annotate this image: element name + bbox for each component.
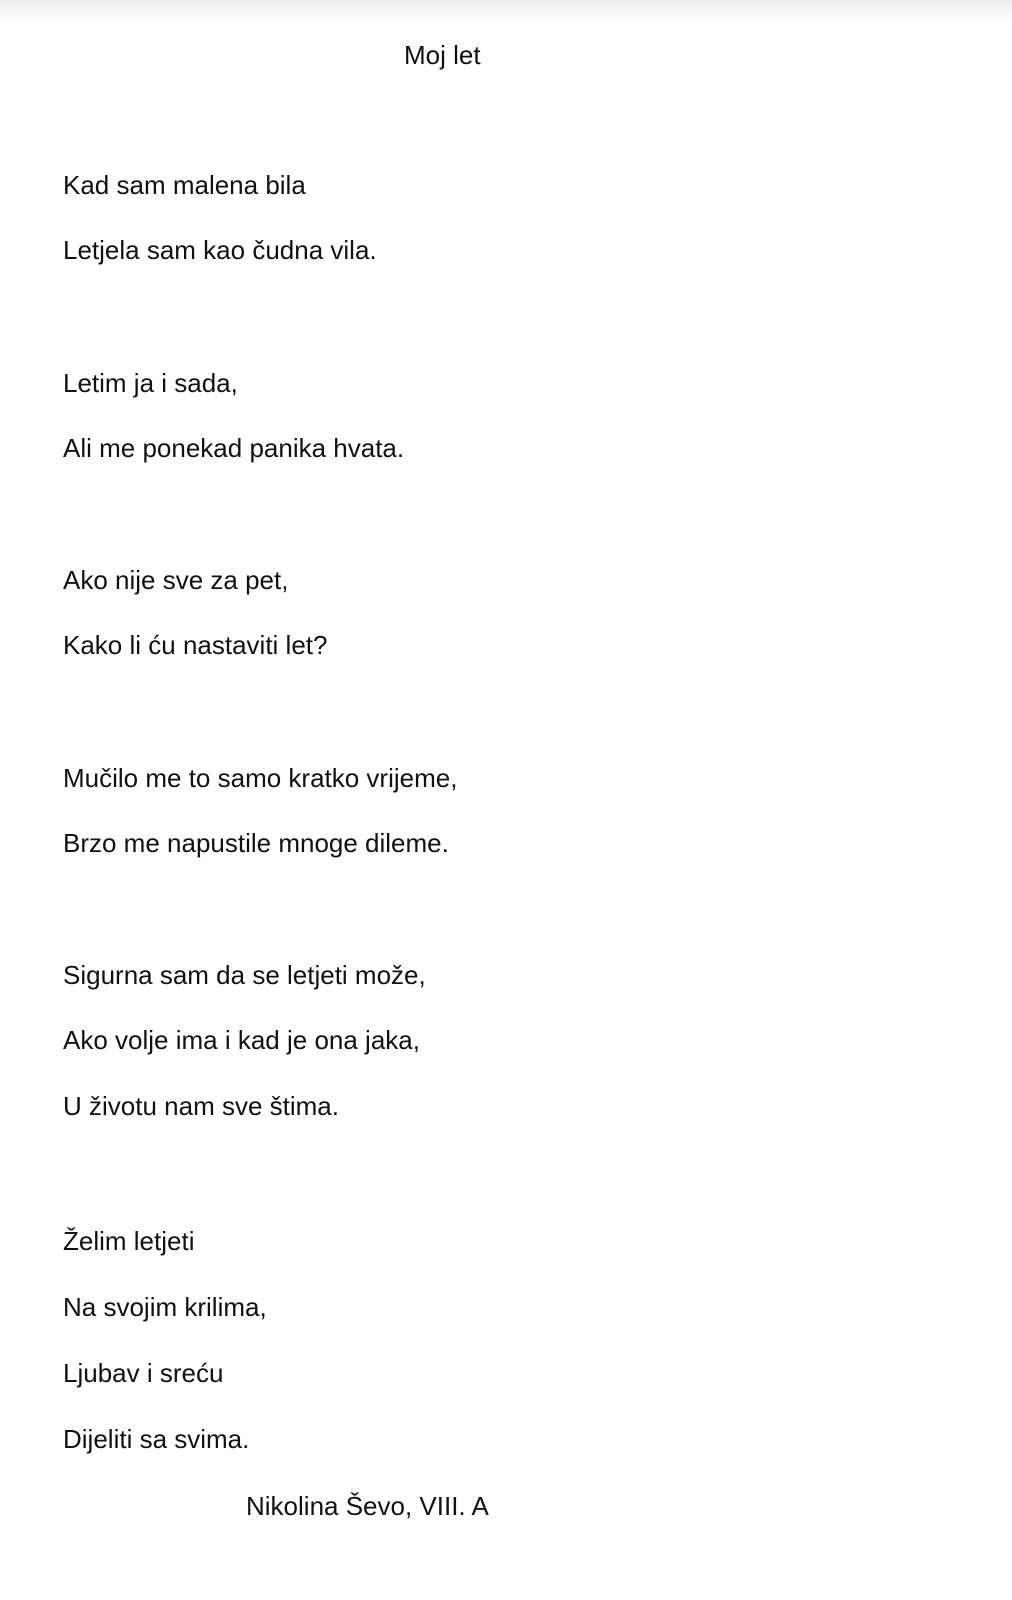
poem-line: Letjela sam kao čudna vila. [63, 235, 377, 265]
poem-line: Kad sam malena bila [63, 170, 306, 200]
poem-line: Na svojim krilima, [63, 1292, 267, 1322]
poem-line: Letim ja i sada, [63, 368, 238, 398]
poem-line: U životu nam sve štima. [63, 1091, 339, 1121]
poem-line: Brzo me napustile mnoge dileme. [63, 828, 449, 858]
poem-line: Želim letjeti [63, 1226, 195, 1256]
poem-line: Kako li ću nastaviti let? [63, 630, 328, 660]
poem-line: Sigurna sam da se letjeti može, [63, 960, 426, 990]
poem-line: Ako nije sve za pet, [63, 565, 289, 595]
poem-line: Ljubav i sreću [63, 1358, 224, 1388]
poem-line: Ako volje ima i kad je ona jaka, [63, 1025, 420, 1055]
poem-line: Mučilo me to samo kratko vrijeme, [63, 763, 458, 793]
poem-line: Ali me ponekad panika hvata. [63, 433, 405, 463]
poem-line: Dijeliti sa svima. [63, 1424, 250, 1454]
poem-title: Moj let [404, 40, 481, 70]
author-signature: Nikolina Ševo, VIII. A [246, 1491, 489, 1521]
